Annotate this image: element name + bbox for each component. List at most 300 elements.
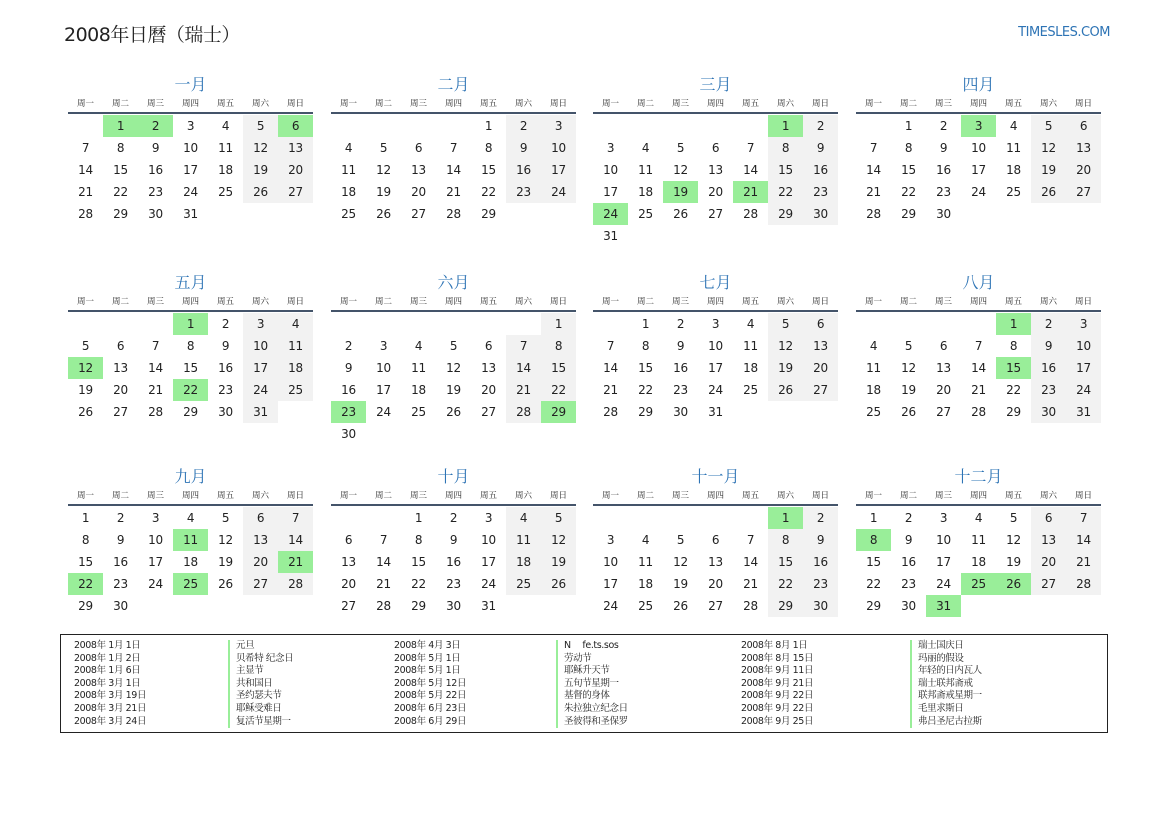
day-cell: 11 [971, 533, 986, 547]
day-cell: 23 [673, 383, 688, 397]
day-cell: 18 [218, 163, 233, 177]
weekday-label: 周日 [1074, 297, 1092, 307]
weekday-label: 周日 [811, 99, 829, 109]
weekday-label: 周四 [969, 491, 987, 501]
weekday-label: 周二 [899, 491, 917, 501]
day-cell: 18 [183, 555, 198, 569]
weekday-label: 周六 [514, 99, 532, 109]
weekday-label: 周日 [286, 491, 304, 501]
weekday-header [593, 489, 838, 506]
day-cell: 19 [541, 551, 576, 573]
weekday-label: 周二 [111, 99, 129, 109]
day-cell: 11 [638, 163, 653, 177]
month-block [331, 272, 576, 445]
day-cell: 8 [81, 533, 90, 547]
day-cell: 7 [506, 335, 541, 357]
day-cell: 30 [113, 599, 128, 613]
day-cell: 4 [869, 339, 878, 353]
day-grid [856, 313, 1101, 423]
weekday-label: 周日 [286, 297, 304, 307]
day-cell: 4 [186, 511, 195, 525]
day-cell: 17 [183, 163, 198, 177]
weekday-label: 周二 [636, 297, 654, 307]
empty-cell [103, 313, 138, 335]
day-cell: 13 [1066, 137, 1101, 159]
weekday-label: 周六 [776, 99, 794, 109]
weekday-header [68, 489, 313, 506]
legend-holiday-name: 毛里求斯日 [918, 702, 964, 714]
weekday-label: 周四 [181, 99, 199, 109]
day-cell: 17 [376, 383, 391, 397]
empty-cell [366, 313, 401, 335]
day-cell: 23 [506, 181, 541, 203]
day-cell: 3 [606, 141, 615, 155]
day-cell: 31 [1066, 401, 1101, 423]
day-cell: 2 [1031, 313, 1066, 335]
day-cell: 28 [866, 207, 881, 221]
weekday-label: 周四 [181, 297, 199, 307]
empty-cell [698, 115, 733, 137]
empty-cell [366, 115, 401, 137]
legend-holiday-name: 瑞士联邦斋戒 [918, 677, 973, 689]
day-cell: 28 [78, 207, 93, 221]
month-name: 十月 [437, 467, 470, 486]
legend-holiday-name: 主显节 [236, 665, 264, 677]
day-cell: 11 [218, 141, 233, 155]
month-name: 七月 [699, 273, 732, 292]
day-cell: 21 [603, 383, 618, 397]
day-cell: 25 [278, 379, 313, 401]
day-cell: 10 [376, 361, 391, 375]
weekday-label: 周五 [1004, 491, 1022, 501]
empty-cell [436, 313, 471, 335]
day-cell: 14 [743, 555, 758, 569]
holiday-day: 1 [103, 115, 138, 137]
day-cell: 8 [541, 335, 576, 357]
weekday-label: 周二 [111, 491, 129, 501]
holiday-day: 1 [768, 507, 803, 529]
day-cell: 21 [148, 383, 163, 397]
day-cell: 3 [151, 511, 160, 525]
day-cell: 9 [904, 533, 913, 547]
legend-date: 2008年 1月 1日 [74, 640, 141, 651]
day-cell: 21 [78, 185, 93, 199]
day-cell: 6 [484, 339, 493, 353]
day-cell: 19 [243, 159, 278, 181]
month-name: 一月 [174, 75, 207, 94]
day-cell: 14 [866, 163, 881, 177]
site-link[interactable]: TIMESLES.COM [1018, 25, 1110, 40]
legend-date: 2008年 6月 29日 [394, 715, 467, 727]
day-cell: 9 [116, 533, 125, 547]
day-cell: 30 [936, 207, 951, 221]
month-block [856, 74, 1101, 225]
day-cell: 15 [638, 361, 653, 375]
empty-cell [471, 313, 506, 335]
day-cell: 14 [446, 163, 461, 177]
day-cell: 3 [379, 339, 388, 353]
day-cell: 6 [711, 141, 720, 155]
day-cell: 9 [151, 141, 160, 155]
day-cell: 16 [341, 383, 356, 397]
day-cell: 13 [708, 555, 723, 569]
day-cell: 26 [218, 577, 233, 591]
day-cell: 25 [218, 185, 233, 199]
holiday-day: 3 [961, 115, 996, 137]
day-cell: 10 [243, 335, 278, 357]
day-cell: 5 [81, 339, 90, 353]
day-cell: 27 [936, 405, 951, 419]
day-cell: 24 [541, 181, 576, 203]
month-name: 九月 [174, 467, 207, 486]
legend-holiday-name: 圣约瑟夫节 [236, 690, 282, 702]
day-cell: 7 [1066, 507, 1101, 529]
weekday-label: 周二 [899, 297, 917, 307]
weekday-label: 周五 [479, 297, 497, 307]
empty-cell [628, 115, 663, 137]
holiday-day: 8 [856, 529, 891, 551]
day-cell: 8 [641, 339, 650, 353]
day-grid [856, 115, 1101, 225]
day-cell: 17 [243, 357, 278, 379]
day-cell: 16 [673, 361, 688, 375]
legend-holiday-name: 圣彼得和圣保罗 [564, 715, 628, 727]
weekday-label: 周四 [706, 297, 724, 307]
empty-cell [68, 115, 103, 137]
day-cell: 10 [481, 533, 496, 547]
day-cell: 22 [481, 185, 496, 199]
weekday-label: 周三 [934, 99, 952, 109]
legend-date: 2008年 8月 15日 [741, 652, 814, 664]
weekday-label: 周日 [1074, 99, 1092, 109]
day-cell: 2 [506, 115, 541, 137]
legend-date: 2008年 6月 23日 [394, 702, 467, 714]
day-cell: 3 [606, 533, 615, 547]
day-cell: 19 [78, 383, 93, 397]
day-cell: 29 [866, 599, 881, 613]
empty-cell [436, 115, 471, 137]
day-cell: 12 [673, 163, 688, 177]
day-cell: 11 [278, 335, 313, 357]
day-cell: 22 [411, 577, 426, 591]
day-cell: 14 [971, 361, 986, 375]
day-cell: 23 [1031, 379, 1066, 401]
day-cell: 8 [116, 141, 125, 155]
month-name: 三月 [699, 75, 732, 94]
day-cell: 31 [183, 207, 198, 221]
day-cell: 18 [638, 577, 653, 591]
day-cell: 18 [341, 185, 356, 199]
day-cell: 6 [344, 533, 353, 547]
empty-cell [856, 115, 891, 137]
day-cell: 25 [411, 405, 426, 419]
holiday-day: 1 [173, 313, 208, 335]
day-cell: 5 [904, 339, 913, 353]
weekday-label: 周五 [216, 99, 234, 109]
day-cell: 2 [939, 119, 948, 133]
day-cell: 31 [481, 599, 496, 613]
day-cell: 5 [449, 339, 458, 353]
day-cell: 1 [541, 313, 576, 335]
weekday-label: 周日 [1074, 491, 1092, 501]
day-cell: 23 [113, 577, 128, 591]
day-cell: 27 [341, 599, 356, 613]
weekday-label: 周四 [444, 297, 462, 307]
weekday-label: 周五 [1004, 99, 1022, 109]
day-grid [68, 313, 313, 423]
weekday-label: 周日 [811, 491, 829, 501]
month-name: 八月 [962, 273, 995, 292]
legend-holiday-name: 耶稣受难日 [236, 702, 282, 714]
weekday-label: 周二 [636, 99, 654, 109]
day-cell: 15 [481, 163, 496, 177]
day-cell: 30 [341, 427, 356, 441]
legend-holiday-name: 贝希特 纪念日 [236, 652, 294, 664]
legend-holiday-name: 基督的身体 [564, 690, 610, 702]
weekday-label: 周六 [1039, 99, 1057, 109]
holiday-day: 26 [996, 573, 1031, 595]
holiday-day: 31 [926, 595, 961, 617]
day-cell: 10 [936, 533, 951, 547]
weekday-label: 周六 [251, 491, 269, 501]
day-cell: 14 [743, 163, 758, 177]
legend-holiday-name: N fe.ts.sos [564, 640, 619, 651]
day-cell: 5 [243, 115, 278, 137]
day-cell: 16 [446, 555, 461, 569]
weekday-label: 周六 [251, 99, 269, 109]
day-cell: 23 [901, 577, 916, 591]
holiday-day: 24 [593, 203, 628, 225]
day-cell: 15 [768, 551, 803, 573]
day-cell: 2 [116, 511, 125, 525]
holiday-day: 21 [278, 551, 313, 573]
day-cell: 31 [603, 229, 618, 243]
holiday-day: 1 [996, 313, 1031, 335]
day-cell: 3 [243, 313, 278, 335]
day-cell: 24 [936, 577, 951, 591]
day-cell: 5 [676, 533, 685, 547]
day-cell: 11 [743, 339, 758, 353]
day-cell: 18 [971, 555, 986, 569]
day-cell: 12 [1006, 533, 1021, 547]
weekday-label: 周六 [514, 491, 532, 501]
day-cell: 21 [971, 383, 986, 397]
day-cell: 7 [81, 141, 90, 155]
empty-cell [593, 313, 628, 335]
day-cell: 3 [1066, 313, 1101, 335]
day-cell: 24 [481, 577, 496, 591]
day-grid [68, 507, 313, 617]
day-cell: 30 [148, 207, 163, 221]
day-cell: 1 [641, 317, 650, 331]
weekday-label: 周四 [706, 99, 724, 109]
day-cell: 15 [411, 555, 426, 569]
day-cell: 4 [414, 339, 423, 353]
day-cell: 22 [768, 181, 803, 203]
day-cell: 28 [446, 207, 461, 221]
day-cell: 16 [1031, 357, 1066, 379]
day-cell: 25 [743, 383, 758, 397]
legend-date: 2008年 5月 1日 [394, 665, 461, 677]
legend-date: 2008年 3月 21日 [74, 702, 147, 714]
day-cell: 27 [708, 207, 723, 221]
day-cell: 27 [243, 573, 278, 595]
weekday-label: 周三 [409, 491, 427, 501]
day-cell: 29 [183, 405, 198, 419]
empty-cell [733, 507, 768, 529]
day-cell: 10 [708, 339, 723, 353]
day-cell: 6 [1066, 115, 1101, 137]
day-cell: 28 [148, 405, 163, 419]
day-cell: 16 [901, 555, 916, 569]
day-cell: 26 [243, 181, 278, 203]
day-cell: 12 [1031, 137, 1066, 159]
day-cell: 10 [603, 163, 618, 177]
weekday-label: 周三 [146, 297, 164, 307]
day-cell: 14 [148, 361, 163, 375]
legend-dates-col-3 [741, 640, 813, 728]
day-cell: 11 [506, 529, 541, 551]
weekday-header [593, 295, 838, 312]
day-cell: 28 [971, 405, 986, 419]
day-cell: 13 [1031, 529, 1066, 551]
month-name: 十二月 [954, 467, 1003, 486]
month-name: 六月 [437, 273, 470, 292]
day-cell: 25 [1006, 185, 1021, 199]
day-cell: 25 [506, 573, 541, 595]
day-cell: 1 [414, 511, 423, 525]
empty-cell [366, 507, 401, 529]
day-cell: 11 [1006, 141, 1021, 155]
day-cell: 30 [218, 405, 233, 419]
day-cell: 26 [673, 599, 688, 613]
day-cell: 15 [183, 361, 198, 375]
weekday-label: 周四 [444, 99, 462, 109]
empty-cell [891, 313, 926, 335]
empty-cell [138, 313, 173, 335]
legend-date: 2008年 4月 3日 [394, 640, 461, 651]
day-cell: 9 [449, 533, 458, 547]
day-cell: 20 [411, 185, 426, 199]
day-cell: 12 [218, 533, 233, 547]
day-cell: 13 [278, 137, 313, 159]
day-cell: 30 [1031, 401, 1066, 423]
day-cell: 29 [768, 203, 803, 225]
day-cell: 31 [708, 405, 723, 419]
day-cell: 9 [803, 529, 838, 551]
day-cell: 13 [803, 335, 838, 357]
day-grid [331, 313, 576, 445]
day-cell: 24 [183, 185, 198, 199]
legend-date: 2008年 5月 12日 [394, 677, 467, 689]
weekday-label: 周六 [776, 297, 794, 307]
weekday-label: 周五 [479, 99, 497, 109]
legend-holiday-name: 联邦斋戒星期一 [918, 690, 982, 702]
day-cell: 17 [603, 577, 618, 591]
day-cell: 13 [411, 163, 426, 177]
day-cell: 5 [676, 141, 685, 155]
day-cell: 2 [803, 507, 838, 529]
weekday-header [331, 489, 576, 506]
day-cell: 9 [506, 137, 541, 159]
month-block [68, 272, 313, 423]
day-cell: 8 [1009, 339, 1018, 353]
day-cell: 22 [113, 185, 128, 199]
day-cell: 14 [1066, 529, 1101, 551]
page-title: 2008年日曆（瑞士） [64, 24, 240, 46]
month-name: 十一月 [691, 467, 740, 486]
day-cell: 13 [243, 529, 278, 551]
day-cell: 12 [376, 163, 391, 177]
month-name: 四月 [962, 75, 995, 94]
legend-holiday-name: 共和国日 [236, 677, 273, 689]
day-cell: 24 [243, 379, 278, 401]
day-cell: 13 [708, 163, 723, 177]
day-cell: 23 [803, 573, 838, 595]
holiday-day: 19 [663, 181, 698, 203]
legend-names-col-3 [910, 640, 982, 728]
day-cell: 29 [481, 207, 496, 221]
day-cell: 25 [638, 599, 653, 613]
month-block [331, 74, 576, 225]
day-cell: 18 [1006, 163, 1021, 177]
day-cell: 9 [803, 137, 838, 159]
weekday-header [856, 295, 1101, 312]
day-cell: 15 [866, 555, 881, 569]
day-cell: 5 [768, 313, 803, 335]
day-cell: 7 [869, 141, 878, 155]
empty-cell [663, 507, 698, 529]
legend-holiday-name: 瑞士国庆日 [918, 640, 964, 651]
weekday-label: 周三 [146, 99, 164, 109]
day-cell: 28 [743, 207, 758, 221]
legend-date: 2008年 1月 6日 [74, 665, 141, 677]
holiday-day: 12 [68, 357, 103, 379]
legend-holiday-name: 复活节星期一 [236, 715, 291, 727]
day-cell: 17 [708, 361, 723, 375]
day-cell: 23 [936, 185, 951, 199]
day-cell: 6 [414, 141, 423, 155]
day-cell: 8 [768, 137, 803, 159]
holiday-day: 2 [138, 115, 173, 137]
day-cell: 1 [81, 511, 90, 525]
weekday-label: 周五 [741, 491, 759, 501]
weekday-label: 周五 [741, 99, 759, 109]
weekday-label: 周一 [76, 297, 94, 307]
weekday-label: 周四 [969, 99, 987, 109]
day-cell: 28 [376, 599, 391, 613]
day-cell: 6 [116, 339, 125, 353]
holiday-day: 22 [173, 379, 208, 401]
day-cell: 29 [411, 599, 426, 613]
day-cell: 26 [673, 207, 688, 221]
holiday-day: 22 [68, 573, 103, 595]
day-cell: 16 [148, 163, 163, 177]
day-cell: 6 [939, 339, 948, 353]
day-cell: 7 [151, 339, 160, 353]
day-cell: 20 [278, 159, 313, 181]
weekday-label: 周一 [601, 99, 619, 109]
weekday-label: 周二 [374, 491, 392, 501]
weekday-label: 周四 [969, 297, 987, 307]
day-cell: 10 [541, 137, 576, 159]
day-cell: 3 [541, 115, 576, 137]
holiday-day: 29 [541, 401, 576, 423]
day-cell: 27 [1031, 573, 1066, 595]
day-cell: 3 [484, 511, 493, 525]
day-cell: 22 [1006, 383, 1021, 397]
empty-cell [698, 507, 733, 529]
